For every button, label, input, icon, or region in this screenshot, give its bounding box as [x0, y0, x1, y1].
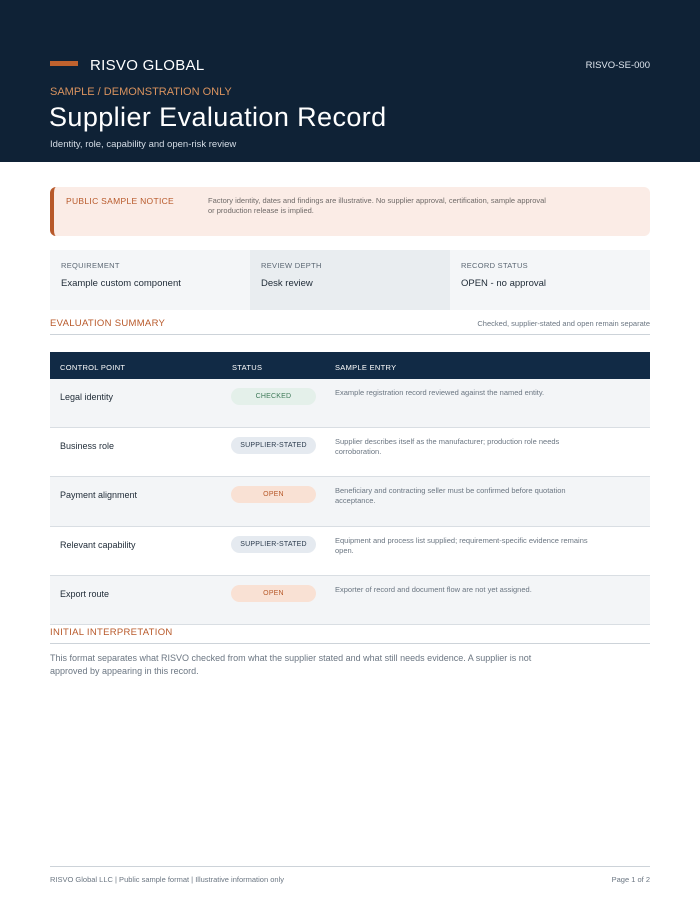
public-sample-notice	[50, 187, 650, 236]
page-title: Supplier Evaluation Record	[49, 102, 387, 132]
document-header	[0, 0, 700, 162]
notice-text: Factory identity, dates and findings are illustrative. No supplier approval, certification, sample approval or production release is implied.	[208, 196, 546, 215]
table-row	[50, 527, 650, 576]
status-badge: SUPPLIER-STATED	[231, 437, 316, 454]
evaluation-table	[50, 352, 650, 625]
status-badge: CHECKED	[231, 388, 316, 405]
page-number: Page 1 of 2	[611, 875, 650, 884]
column-header-status: STATUS	[232, 363, 263, 372]
sample-entry: Equipment and process list supplied; requirement-specific evidence remains open.	[335, 535, 588, 555]
control-point: Export route	[60, 588, 110, 599]
page-subtitle: Identity, role, capability and open-risk review	[50, 139, 237, 150]
status-badge: OPEN	[231, 486, 316, 503]
field-record-status	[450, 250, 650, 310]
sample-entry: Beneficiary and contracting seller must be confirmed before quotation acceptance.	[335, 486, 566, 506]
control-point: Relevant capability	[60, 539, 136, 550]
table-row	[50, 576, 650, 625]
table-header	[50, 352, 650, 379]
document-code: RISVO-SE-000	[585, 60, 650, 71]
control-point: Business role	[60, 441, 115, 452]
field-label: REQUIREMENT	[61, 261, 120, 270]
footer-text: RISVO Global LLC | Public sample format | Illustrative information only	[50, 875, 284, 884]
field-value: OPEN - no approval	[461, 278, 547, 289]
table-row	[50, 428, 650, 477]
section-note: Checked, supplier-stated and open remain separate	[477, 319, 650, 328]
field-value: Desk review	[261, 278, 313, 289]
sample-flag: SAMPLE / DEMONSTRATION ONLY	[50, 86, 232, 98]
brand-name: RISVO GLOBAL	[90, 57, 205, 74]
section-title-evaluation-summary: EVALUATION SUMMARY	[50, 318, 166, 329]
section-divider	[50, 643, 650, 644]
column-header-control-point: CONTROL POINT	[60, 363, 126, 372]
status-badge: SUPPLIER-STATED	[231, 536, 316, 553]
record-fields	[50, 250, 650, 310]
interpretation-text: This format separates what RISVO checked from what the supplier stated and what still needs evidence. A supplier is not approved by appearing in this record.	[50, 653, 532, 676]
sample-entry: Supplier describes itself as the manufacturer; production role needs corroboration.	[335, 437, 560, 457]
sample-entry: Exporter of record and document flow are not yet assigned.	[335, 584, 532, 594]
status-badge: OPEN	[231, 585, 316, 602]
field-requirement	[50, 250, 250, 310]
control-point: Payment alignment	[60, 490, 138, 501]
field-label: REVIEW DEPTH	[261, 261, 322, 270]
field-review-depth	[250, 250, 450, 310]
section-title-initial-interpretation: INITIAL INTERPRETATION	[50, 627, 173, 638]
sample-entry: Example registration record reviewed against the named entity.	[335, 388, 545, 397]
brand-mark-icon	[50, 61, 78, 66]
notice-label: PUBLIC SAMPLE NOTICE	[66, 196, 175, 206]
field-label: RECORD STATUS	[461, 261, 528, 270]
table-row	[50, 379, 650, 428]
control-point: Legal identity	[60, 392, 114, 402]
table-row	[50, 477, 650, 526]
column-header-sample-entry: SAMPLE ENTRY	[335, 363, 397, 372]
footer-divider	[50, 866, 650, 867]
field-value: Example custom component	[61, 278, 181, 289]
section-divider	[50, 334, 650, 335]
